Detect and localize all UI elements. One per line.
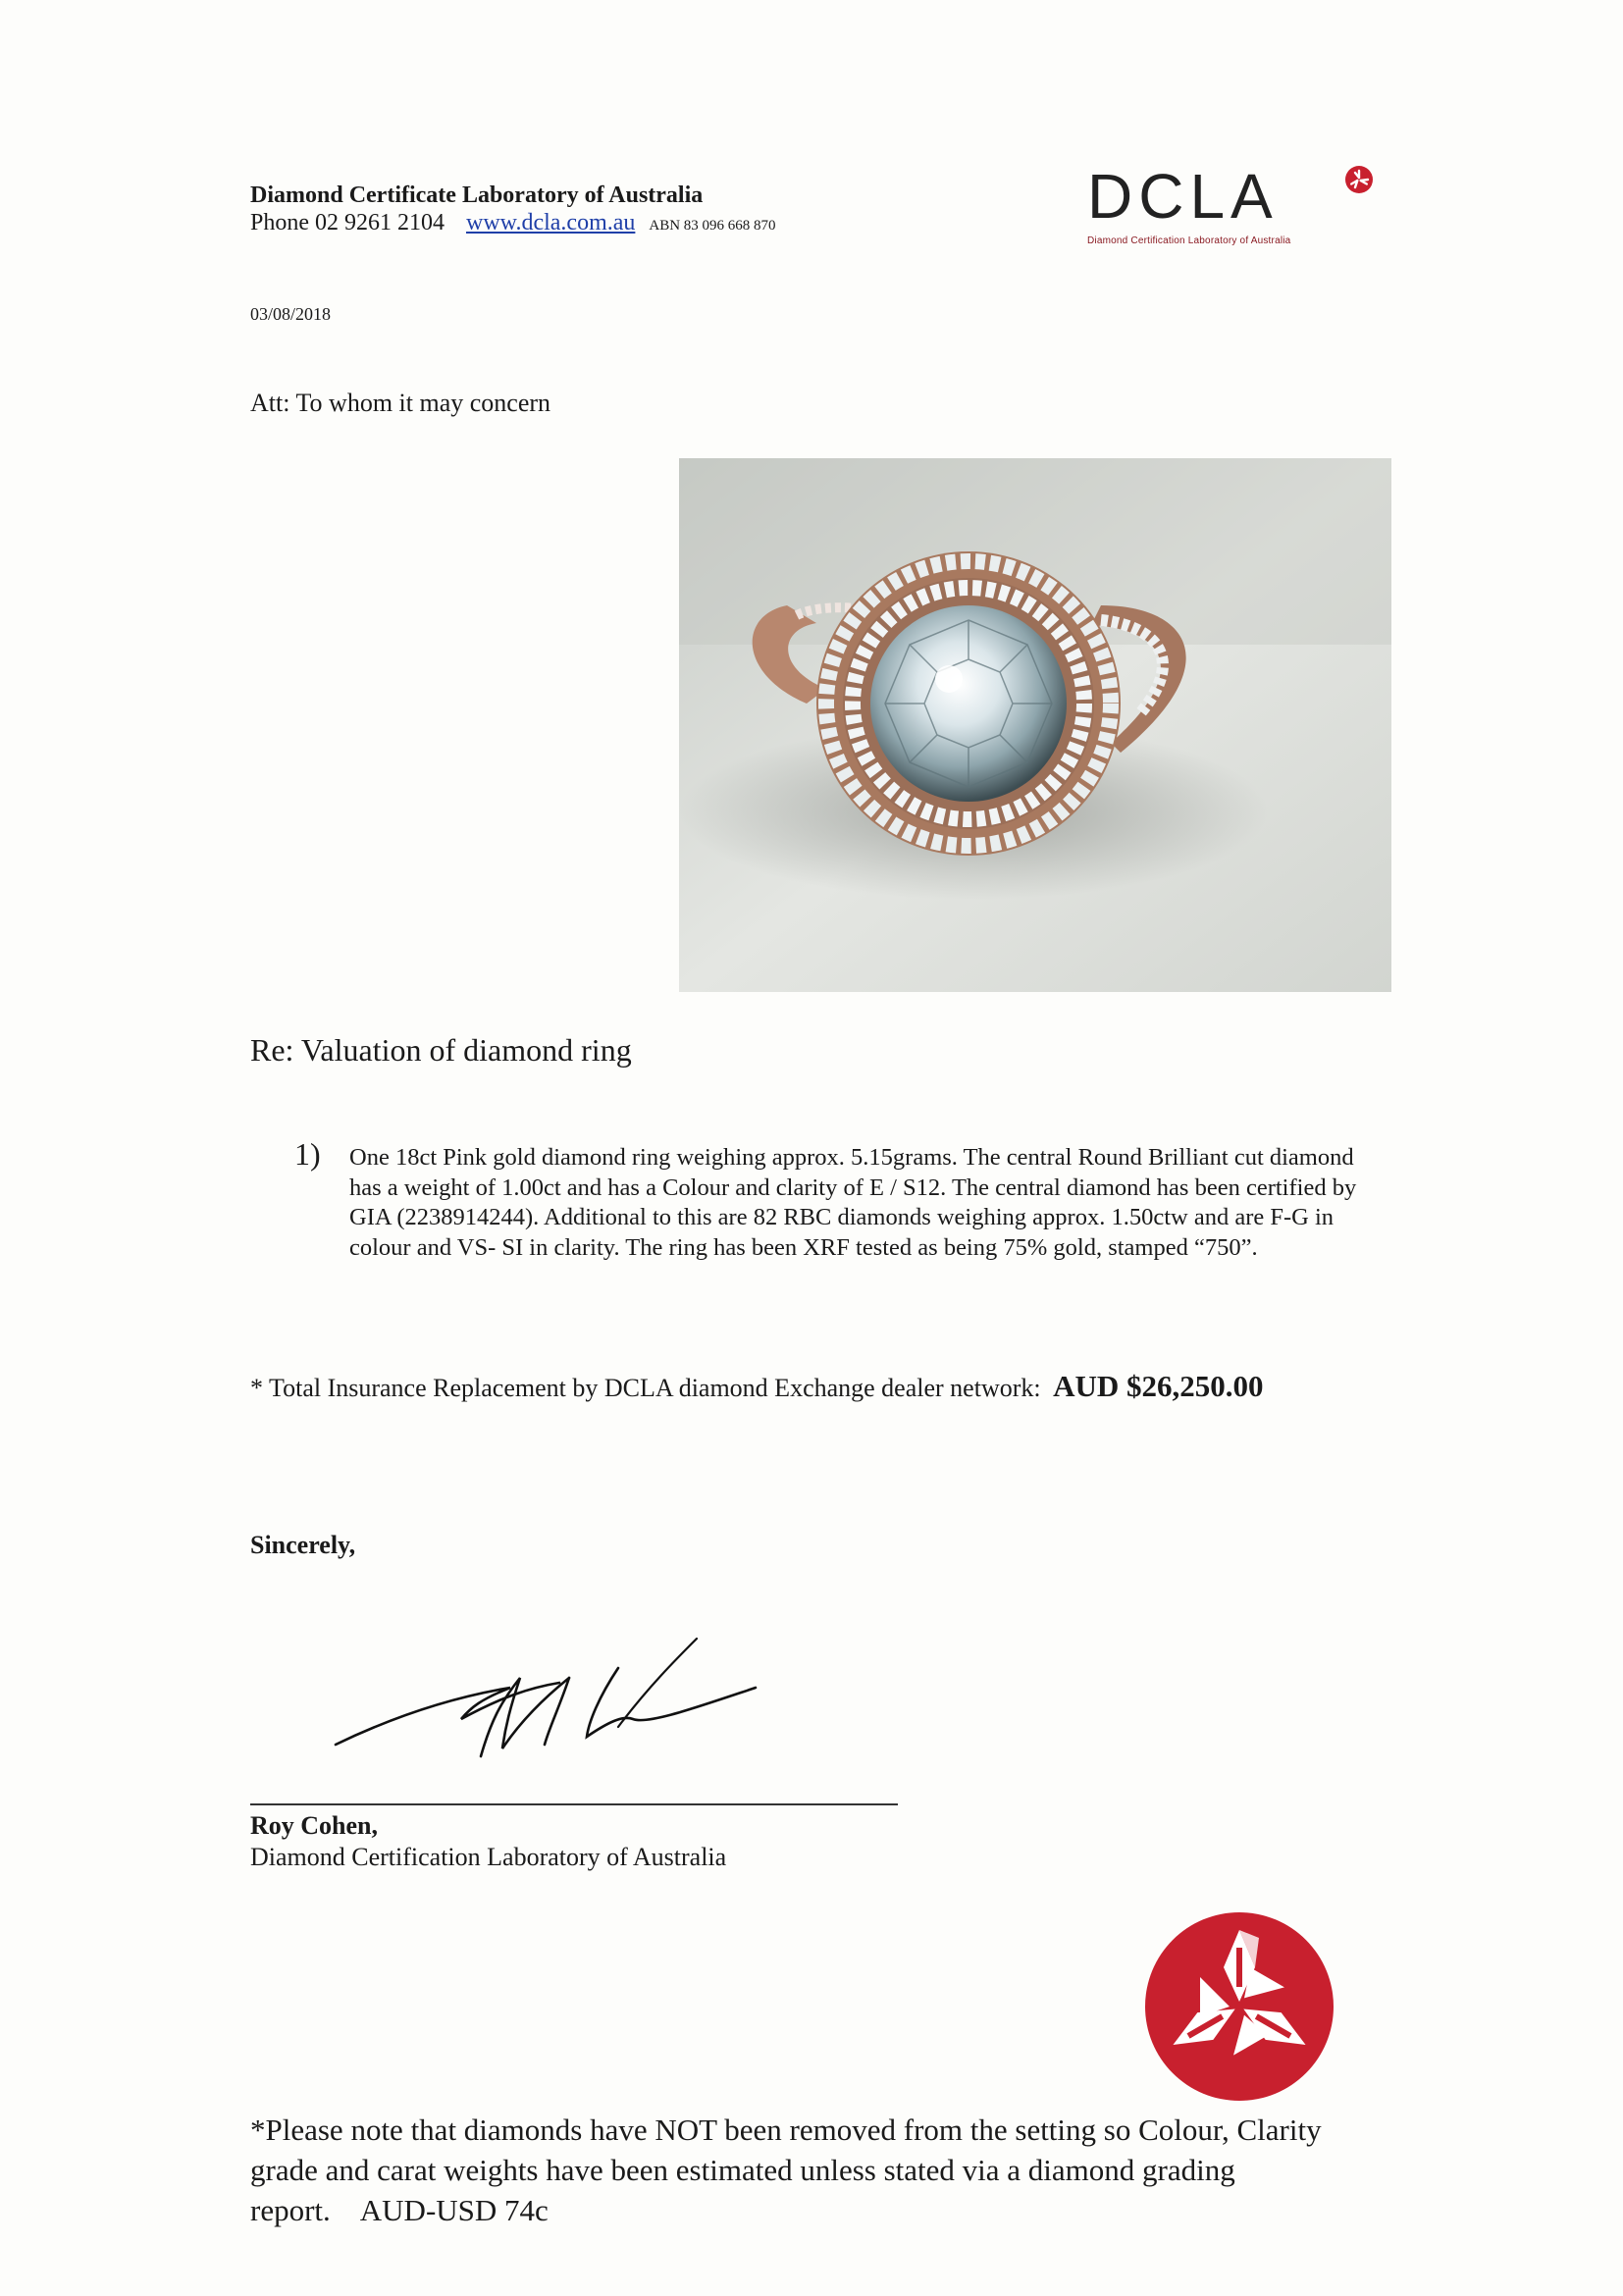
signer-organization: Diamond Certification Laboratory of Australia bbox=[250, 1843, 727, 1871]
footer-note-text: *Please note that diamonds have NOT been removed from the setting so Colour, Clarity grade and carat weights have been estimated unless stated via a diamond grading report. bbox=[250, 2113, 1322, 2227]
signature-icon bbox=[324, 1629, 814, 1766]
letter-date: 03/08/2018 bbox=[250, 304, 332, 324]
attention-line: Att: To whom it may concern bbox=[250, 389, 551, 417]
diamond-ring-photo bbox=[679, 458, 1391, 992]
exchange-rate: AUD-USD 74c bbox=[359, 2193, 549, 2227]
signature-line bbox=[250, 1803, 898, 1805]
lab-name: Diamond Certificate Laboratory of Australia bbox=[250, 183, 704, 208]
logo-badge-icon bbox=[1344, 165, 1374, 194]
dcla-seal-icon bbox=[1141, 1908, 1337, 2105]
website-link[interactable]: www.dcla.com.au bbox=[466, 210, 636, 235]
total-amount: AUD $26,250.00 bbox=[1053, 1369, 1264, 1403]
signer-name: Roy Cohen, bbox=[250, 1811, 379, 1840]
logo-subtitle: Diamond Certification Laboratory of Australia bbox=[1087, 235, 1291, 246]
total-label: * Total Insurance Replacement by DCLA diamond Exchange dealer network: bbox=[250, 1374, 1041, 1402]
total-line bbox=[250, 1369, 1264, 1404]
abn-number: ABN 83 096 668 870 bbox=[649, 218, 776, 234]
subject-line: Re: Valuation of diamond ring bbox=[250, 1032, 632, 1068]
item-number: 1) bbox=[294, 1136, 321, 1172]
dcla-logo bbox=[1087, 161, 1382, 246]
item-description: One 18ct Pink gold diamond ring weighing approx. 5.15grams. The central Round Brilliant cut diamond has a weight of 1.00ct and has a Colour and clarity of E / S12. The central diamond has been certified by GIA (2238914244). Additional to this are 82 RBC diamonds weighing approx. 1.50ctw and are F-G in colour and VS- SI in clarity. The ring has been XRF tested as being 75% gold, stamped “750”. bbox=[349, 1144, 1357, 1261]
phone-number: Phone 02 9261 2104 bbox=[250, 210, 445, 235]
closing: Sincerely, bbox=[250, 1531, 356, 1559]
logo-wordmark: DCLA bbox=[1087, 161, 1279, 232]
footer-note bbox=[250, 2110, 1379, 2230]
contact-line bbox=[250, 210, 776, 236]
